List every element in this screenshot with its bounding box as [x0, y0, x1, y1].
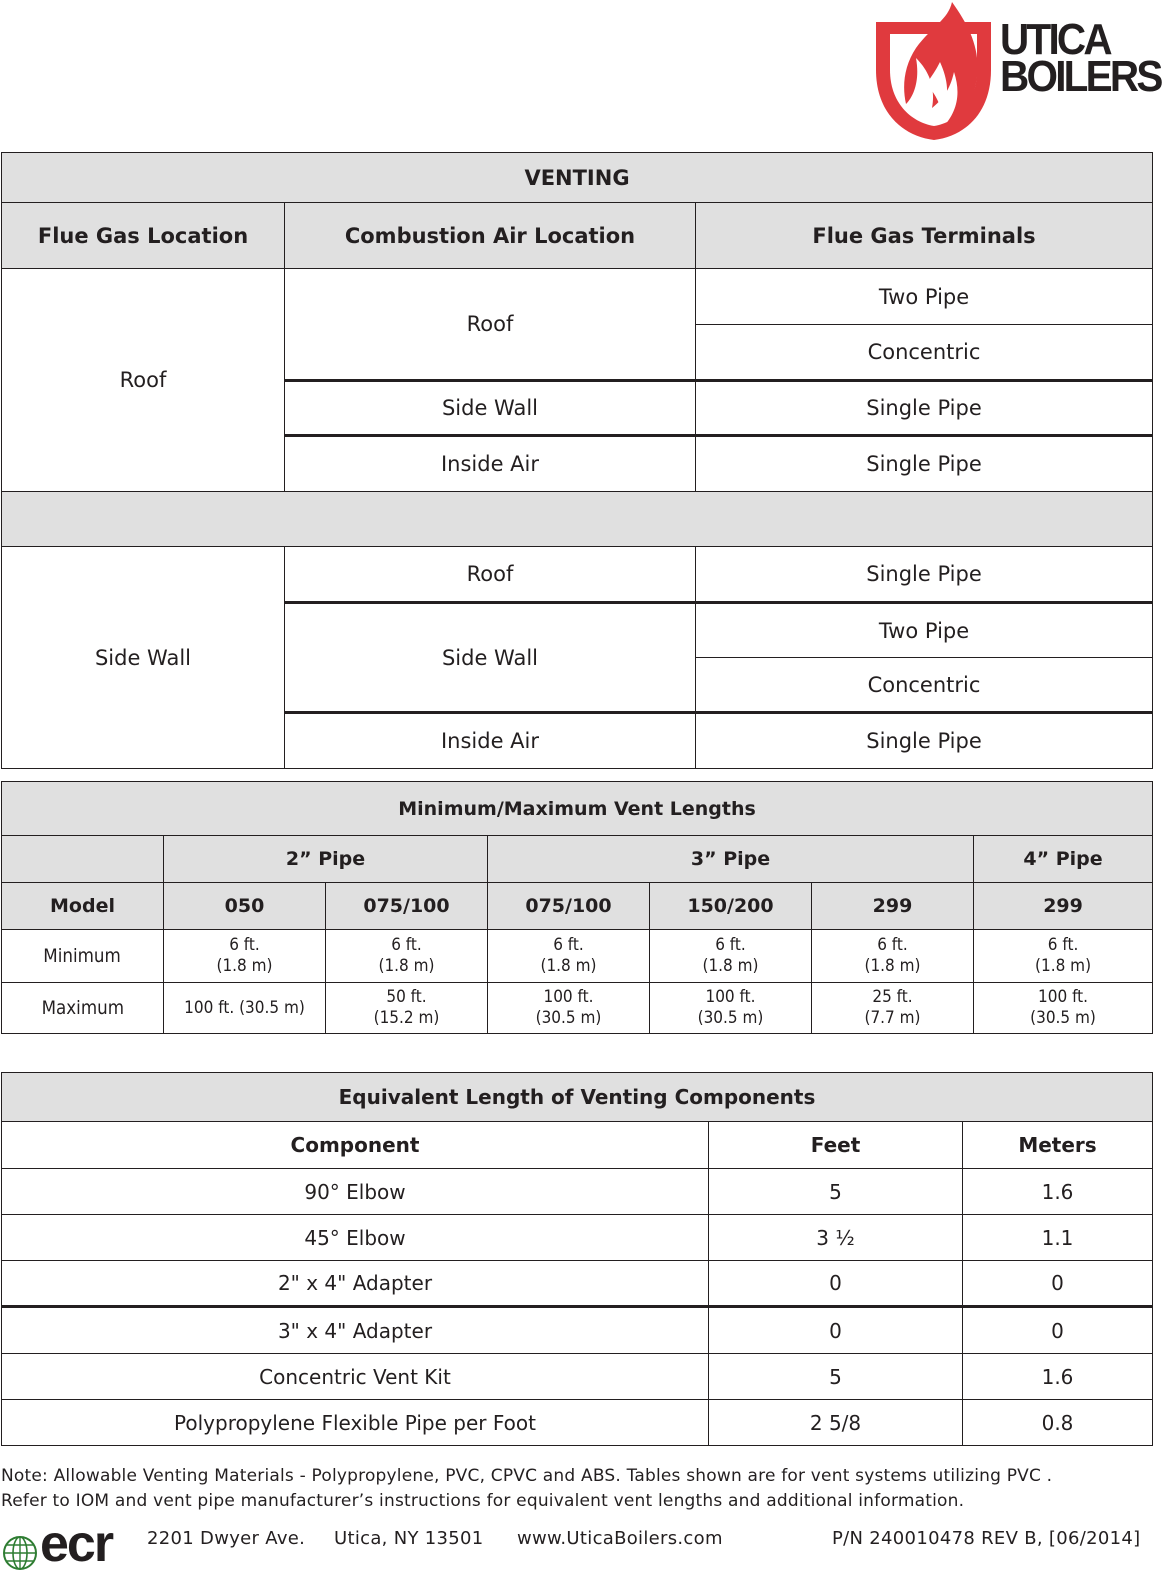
min-value-line2: (1.8 m) — [378, 956, 435, 976]
component-feet: 3 ½ — [709, 1215, 963, 1261]
component-meters: 0.8 — [963, 1400, 1153, 1446]
terminal-cell: Single Pipe — [696, 713, 1153, 769]
globe-icon — [2, 1535, 38, 1571]
component-feet: 0 — [709, 1261, 963, 1307]
air-location-inside-air: Inside Air — [285, 713, 696, 769]
header-flue-gas-terminals: Flue Gas Terminals — [696, 203, 1153, 269]
table-row — [2, 1261, 1153, 1307]
terminal-cell: Single Pipe — [696, 547, 1153, 603]
equivalent-length-table — [1, 1072, 1153, 1446]
air-location-inside-air: Inside Air — [285, 436, 696, 492]
air-location-roof: Roof — [285, 269, 696, 381]
note-line-2: Refer to IOM and vent pipe manufacturer’s instructions for equivalent vent lengths and additional information. — [1, 1491, 965, 1511]
terminal-cell: Single Pipe — [696, 381, 1153, 436]
air-location-side-wall: Side Wall — [285, 381, 696, 436]
equivalent-title: Equivalent Length of Venting Components — [2, 1073, 1153, 1122]
terminal-cell: Two Pipe — [696, 603, 1153, 658]
venting-title: VENTING — [2, 153, 1153, 203]
pipe-group-4in: 4” Pipe — [974, 836, 1153, 883]
header-combustion-air-location: Combustion Air Location — [285, 203, 696, 269]
component-meters: 1.6 — [963, 1354, 1153, 1400]
terminal-cell: Concentric — [696, 325, 1153, 381]
min-value-line1: 6 ft. — [715, 935, 746, 955]
max-value-line1: 25 ft. — [872, 987, 913, 1007]
model-label: Model — [2, 883, 164, 930]
min-value-line1: 6 ft. — [1047, 935, 1079, 955]
footer-address: 2201 Dwyer Ave. — [147, 1528, 306, 1549]
max-value-line2: (7.7 m) — [864, 1008, 921, 1028]
venting-table — [1, 152, 1153, 769]
header-flue-gas-location: Flue Gas Location — [2, 203, 285, 269]
component-meters: 1.6 — [963, 1169, 1153, 1215]
footer-website[interactable]: www.UticaBoilers.com — [517, 1528, 723, 1549]
max-value-line2: (30.5 m) — [1030, 1008, 1096, 1028]
model-header: 075/100 — [488, 883, 650, 930]
table-row — [2, 1354, 1153, 1400]
terminal-cell: Two Pipe — [696, 269, 1153, 325]
component-name: Polypropylene Flexible Pipe per Foot — [2, 1400, 709, 1446]
component-feet: 5 — [709, 1354, 963, 1400]
component-meters: 0 — [963, 1261, 1153, 1307]
max-value-line1: 100 ft. (30.5 m) — [184, 997, 305, 1018]
component-meters: 1.1 — [963, 1215, 1153, 1261]
header-component: Component — [2, 1122, 709, 1169]
component-feet: 5 — [709, 1169, 963, 1215]
max-value-line2: (30.5 m) — [535, 1008, 602, 1028]
component-name: 90° Elbow — [2, 1169, 709, 1215]
model-header: 075/100 — [326, 883, 488, 930]
model-header: 150/200 — [650, 883, 812, 930]
blank-header-cell — [2, 836, 164, 883]
min-value-line2: (1.8 m) — [216, 956, 273, 976]
max-value-line2: (15.2 m) — [373, 1008, 440, 1028]
brand-name-line2: BOILERS — [1000, 52, 1161, 101]
max-value-line1: 100 ft. — [543, 987, 594, 1007]
max-value-line1: 50 ft. — [386, 987, 427, 1007]
max-value-line2: (30.5 m) — [697, 1008, 764, 1028]
component-feet: 2 5/8 — [709, 1400, 963, 1446]
component-name: Concentric Vent Kit — [2, 1354, 709, 1400]
air-location-side-wall: Side Wall — [285, 603, 696, 713]
vent-lengths-title: Minimum/Maximum Vent Lengths — [2, 782, 1153, 836]
venting-note — [1, 1464, 1171, 1514]
row-label-minimum: Minimum — [43, 945, 122, 967]
pipe-group-2in: 2” Pipe — [164, 836, 488, 883]
terminal-cell: Single Pipe — [696, 436, 1153, 492]
min-value-line1: 6 ft. — [391, 935, 422, 955]
table-row — [2, 1400, 1153, 1446]
ecr-logo: ecr — [40, 1515, 113, 1573]
model-header: 299 — [812, 883, 974, 930]
model-header: 299 — [974, 883, 1153, 930]
component-name: 3" x 4" Adapter — [2, 1307, 709, 1354]
model-header: 050 — [164, 883, 326, 930]
flue-location-side-wall: Side Wall — [2, 547, 285, 769]
min-value-line1: 6 ft. — [229, 935, 260, 955]
min-value-line2: (1.8 m) — [864, 956, 921, 976]
group-separator — [2, 492, 1153, 547]
note-line-1: Note: Allowable Venting Materials - Polypropylene, PVC, CPVC and ABS. Tables shown are for vent systems utilizing PVC . — [1, 1466, 1053, 1486]
max-value-line1: 100 ft. — [1037, 987, 1089, 1007]
min-value-line2: (1.8 m) — [702, 956, 759, 976]
header-meters: Meters — [963, 1122, 1153, 1169]
table-row — [2, 1169, 1153, 1215]
min-value-line1: 6 ft. — [553, 935, 584, 955]
max-value-line1: 100 ft. — [705, 987, 756, 1007]
footer-part-number: P/N 240010478 REV B, [06/2014] — [832, 1528, 1141, 1549]
brand-name-line1: UTICA — [1000, 15, 1110, 64]
header-feet: Feet — [709, 1122, 963, 1169]
pipe-group-3in: 3” Pipe — [488, 836, 974, 883]
vent-lengths-table — [1, 781, 1153, 1034]
table-row — [2, 1307, 1153, 1354]
component-name: 2" x 4" Adapter — [2, 1261, 709, 1307]
min-value-line1: 6 ft. — [877, 935, 908, 955]
footer-city: Utica, NY 13501 — [334, 1528, 484, 1549]
min-value-line2: (1.8 m) — [1035, 956, 1092, 976]
flue-location-roof: Roof — [2, 269, 285, 492]
component-meters: 0 — [963, 1307, 1153, 1354]
air-location-roof: Roof — [285, 547, 696, 603]
min-value-line2: (1.8 m) — [540, 956, 597, 976]
component-name: 45° Elbow — [2, 1215, 709, 1261]
component-feet: 0 — [709, 1307, 963, 1354]
table-row — [2, 1215, 1153, 1261]
terminal-cell: Concentric — [696, 658, 1153, 713]
row-label-maximum: Maximum — [41, 997, 124, 1019]
